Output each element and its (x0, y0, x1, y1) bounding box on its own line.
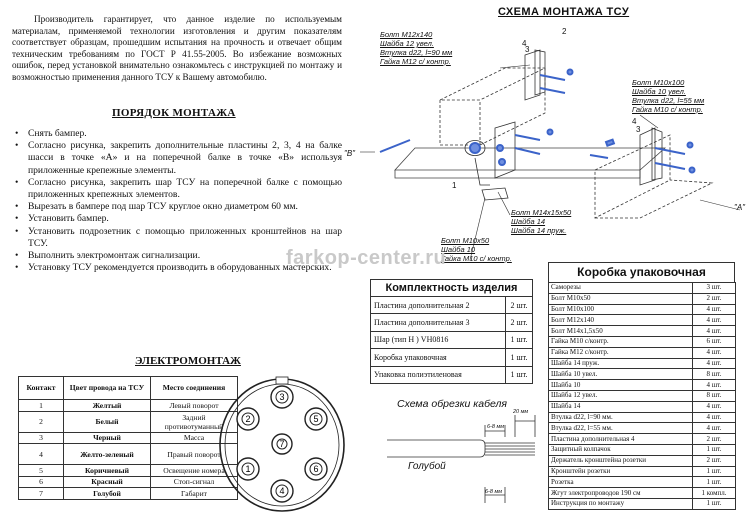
dim-label: 6-8 мм (487, 424, 505, 430)
socket-pin-7 (272, 434, 292, 454)
table-row (549, 380, 736, 391)
cell-qty: 1 шт. (693, 477, 736, 488)
table-row (19, 465, 238, 477)
callout-line: Шайба 14 (511, 217, 546, 226)
cell-qty: 2 шт. (693, 434, 736, 445)
cell-qty: 4 шт. (693, 380, 736, 391)
cell-qty: 4 шт. (693, 423, 736, 434)
cable-color-label: Голубой (408, 461, 446, 472)
table-row (19, 488, 238, 500)
cell-item: Пластина дополнительная 3 (371, 314, 506, 331)
table-row (19, 400, 238, 412)
callout-line: Шайба 10 (441, 245, 476, 254)
part-number: 3 (525, 45, 530, 54)
table-row (549, 423, 736, 434)
callout-line: Гайка М10 с/ контр. (632, 105, 703, 114)
cell-color: Коричневый (64, 465, 151, 477)
cell-item: Болт М10х100 (549, 304, 693, 315)
cell-item: Шайба 14 (549, 401, 693, 412)
cell-qty: 8 шт. (693, 390, 736, 401)
cell-connection: Левый поворот (151, 400, 238, 412)
cell-contact: 4 (19, 444, 64, 465)
socket-pin-3 (271, 386, 293, 408)
cell-qty: 3 шт. (693, 283, 736, 294)
svg-text:3: 3 (279, 392, 285, 402)
cell-item: Коробка упаковочная (371, 349, 506, 366)
cell-connection: Масса (151, 432, 238, 444)
table-row (549, 401, 736, 412)
callout-m14 (511, 208, 571, 235)
cell-qty: 4 шт. (693, 412, 736, 423)
cell-qty: 2 шт. (506, 297, 533, 314)
site-watermark: farkop-center.ru (286, 247, 447, 269)
electro-title: ЭЛЕКТРОМОНТАЖ (135, 355, 241, 367)
cell-qty: 4 шт. (693, 358, 736, 369)
cell-item: Шайба 14 пруж. (549, 358, 693, 369)
socket-pin-5 (305, 408, 327, 430)
cell-item: Втулка d22, l=55 мм. (549, 423, 693, 434)
table-row (549, 293, 736, 304)
cell-contact: 5 (19, 465, 64, 477)
cell-connection: Правый поворот (151, 444, 238, 465)
table-row (549, 390, 736, 401)
svg-text:7: 7 (279, 439, 285, 449)
cell-qty: 4 шт. (693, 326, 736, 337)
cell-item: Розетка (549, 477, 693, 488)
cell-contact: 1 (19, 400, 64, 412)
callout-line: Гайка М10 с/ контр. (441, 254, 512, 263)
cell-contact: 3 (19, 432, 64, 444)
cell-connection: Освещение номера (151, 465, 238, 477)
table-row (549, 477, 736, 488)
callout-m10-right (632, 78, 704, 114)
step-item: • Снять бампер. (12, 128, 342, 140)
table-row (549, 488, 736, 499)
table-row (549, 498, 736, 509)
cell-item: Шар (тип Н ) VH0816 (371, 331, 506, 348)
kit-table (370, 296, 533, 384)
table-row (549, 466, 736, 477)
point-b-label: "В" (344, 149, 356, 158)
table-row (549, 358, 736, 369)
table-row (549, 336, 736, 347)
cell-item: Шайба 12 увел. (549, 390, 693, 401)
table-row (549, 455, 736, 466)
cell-item: Пластина дополнительная 2 (371, 297, 506, 314)
callout-line: Втулка d22, l=55 мм (632, 96, 705, 105)
cell-qty: 2 шт. (693, 455, 736, 466)
cell-qty: 1 шт. (693, 498, 736, 509)
table-row (371, 349, 533, 366)
cell-item: Шайба 10 (549, 380, 693, 391)
table-row (19, 432, 238, 444)
part-number: 3 (636, 125, 641, 134)
step-item: • Вырезать в бампере под шар ТСУ круглое окно диаметром 60 мм. (12, 201, 342, 213)
callout-line: Втулка d22, l=90 мм (380, 48, 453, 57)
point-a-label: "А" (734, 203, 746, 212)
step-item: • Выполнить электромонтаж сигнализации. (12, 250, 342, 262)
table-row (549, 369, 736, 380)
callout-m12 (380, 30, 452, 66)
table-row (371, 314, 533, 331)
cell-contact: 2 (19, 411, 64, 432)
cell-color: Желто-зеленый (64, 444, 151, 465)
wiring-header-row (19, 377, 238, 400)
box-contents-table (548, 282, 736, 510)
svg-text:1: 1 (245, 464, 251, 474)
part-number: 2 (562, 27, 567, 36)
table-row (19, 444, 238, 465)
callout-line: Болт М10х100 (632, 78, 685, 87)
dim-label: 20 мм (513, 409, 529, 415)
cell-item: Болт М14х1,5х50 (549, 326, 693, 337)
header-wire-color: Цвет провода на ТСУ (64, 377, 151, 400)
cell-color: Желтый (64, 400, 151, 412)
callout-line: Болт М10х50 (441, 236, 490, 245)
cell-qty: 1 шт. (506, 349, 533, 366)
callout-line: Гайка М12 с/ контр. (380, 57, 451, 66)
cell-color: Черный (64, 432, 151, 444)
cell-contact: 7 (19, 488, 64, 500)
socket-key-notch (276, 377, 288, 384)
socket-pin-4 (271, 480, 293, 502)
table-row (19, 411, 238, 432)
scheme-title: СХЕМА МОНТАЖА ТСУ (498, 6, 630, 18)
cell-qty: 4 шт. (693, 315, 736, 326)
dim-label: 6-8 мм (485, 489, 503, 495)
callout-line: Болт М14х15х50 (511, 208, 572, 217)
kit-title: Комплектность изделия (370, 279, 533, 297)
cell-item: Гайка М12 с/контр. (549, 347, 693, 358)
step-item: • Установку ТСУ рекомендуется производить в оборудованных мастерских. (12, 262, 342, 274)
step-item: • Установить бампер. (12, 213, 342, 225)
cell-item: Гайка М10 с/контр. (549, 336, 693, 347)
cell-item: Защитный колпачок (549, 444, 693, 455)
callout-line: Шайба 10 увел. (632, 87, 686, 96)
table-row (549, 434, 736, 445)
table-row (549, 326, 736, 337)
cell-item: Жгут электропроводов 190 см (549, 488, 693, 499)
cell-qty: 4 шт. (693, 304, 736, 315)
svg-text:6: 6 (313, 464, 319, 474)
table-row (19, 476, 238, 488)
header-contact: Контакт (19, 377, 64, 400)
cell-color: Белый (64, 411, 151, 432)
step-item: • Установить подрозетник с помощью приложенных кронштейнов на шар ТСУ. (12, 226, 342, 250)
cell-item: Пластина дополнительная 4 (549, 434, 693, 445)
part-number: 4 (522, 39, 527, 48)
cable-scheme-title: Схема обрезки кабеля (397, 398, 508, 410)
cell-item: Втулка d22, l=90 мм. (549, 412, 693, 423)
svg-text:4: 4 (279, 486, 285, 496)
cell-item: Кронштейн розетки (549, 466, 693, 477)
svg-text:2: 2 (245, 414, 251, 424)
cell-item: Упаковка полиэтиленовая (371, 366, 506, 383)
part-number: 4 (632, 117, 637, 126)
table-row (371, 366, 533, 383)
cell-item: Саморезы (549, 283, 693, 294)
cell-qty: 1 шт. (506, 366, 533, 383)
table-row (549, 412, 736, 423)
callout-m10-bottom (441, 236, 512, 263)
cell-connection: Стоп-сигнал (151, 476, 238, 488)
installation-order-title: ПОРЯДОК МОНТАЖА (112, 107, 236, 119)
part-number: 1 (452, 181, 457, 190)
socket-pin-2 (237, 408, 259, 430)
callout-line: Шайба 12 увел. (380, 39, 434, 48)
table-row (371, 297, 533, 314)
step-item: • Согласно рисунка, закрепить дополнительные пластины 2, 3, 4 на балке шасси в точке «А» и на поперечной балке в точке «В» используя приложенные крепежные элементы. (12, 140, 342, 177)
wiring-table (18, 376, 238, 500)
cell-color: Голубой (64, 488, 151, 500)
table-row (549, 304, 736, 315)
socket-pin-6 (305, 458, 327, 480)
cell-connection: Задний противотуманный (151, 411, 238, 432)
cell-qty: 1 шт. (693, 444, 736, 455)
cell-qty: 4 шт. (693, 347, 736, 358)
cell-item: Инструкция по монтажу (549, 498, 693, 509)
svg-text:5: 5 (313, 414, 319, 424)
table-row (549, 347, 736, 358)
table-row (371, 331, 533, 348)
cell-color: Красный (64, 476, 151, 488)
cell-qty: 2 шт. (693, 293, 736, 304)
cell-qty: 2 шт. (506, 314, 533, 331)
socket-pinout-diagram (215, 373, 350, 515)
cell-item: Болт М12х140 (549, 315, 693, 326)
cell-qty: 4 шт. (693, 401, 736, 412)
cell-qty: 1 компл. (693, 488, 736, 499)
callout-line: Шайба 14 пруж. (511, 226, 567, 235)
warranty-text: Производитель гарантирует, что данное изделие по используемым материалам, применяемой технологии изготовления и другим показателям соответствует образцам, прошедшим испытания на прочность и отвечает общим техническим требованиям по ГОСТ Р 41.55-2005. Во избежание возможных ошибок, перед установкой внимательно ознакомьтесь с инструкцией по монтажу и возможностью применения данного ТСУ к Вашему автомобилю. (12, 14, 342, 82)
cell-contact: 6 (19, 476, 64, 488)
cell-qty: 6 шт. (693, 336, 736, 347)
cell-qty: 1 шт. (693, 466, 736, 477)
cell-item: Болт М10х50 (549, 293, 693, 304)
cell-qty: 8 шт. (693, 369, 736, 380)
table-row (549, 315, 736, 326)
socket-pin-1 (237, 458, 259, 480)
callout-line: Болт М12х140 (380, 30, 433, 39)
cell-item: Держатель кронштейна розетки (549, 455, 693, 466)
header-connection: Место соединения (151, 377, 238, 400)
table-row (549, 283, 736, 294)
cell-qty: 1 шт. (506, 331, 533, 348)
box-title: Коробка упаковочная (548, 262, 735, 283)
table-row (549, 444, 736, 455)
step-item: • Согласно рисунка, закрепить шар ТСУ на поперечной балке с помощью приложенных крепежных элементов. (12, 177, 342, 201)
cell-connection: Габарит (151, 488, 238, 500)
cell-item: Шайба 10 увел. (549, 369, 693, 380)
